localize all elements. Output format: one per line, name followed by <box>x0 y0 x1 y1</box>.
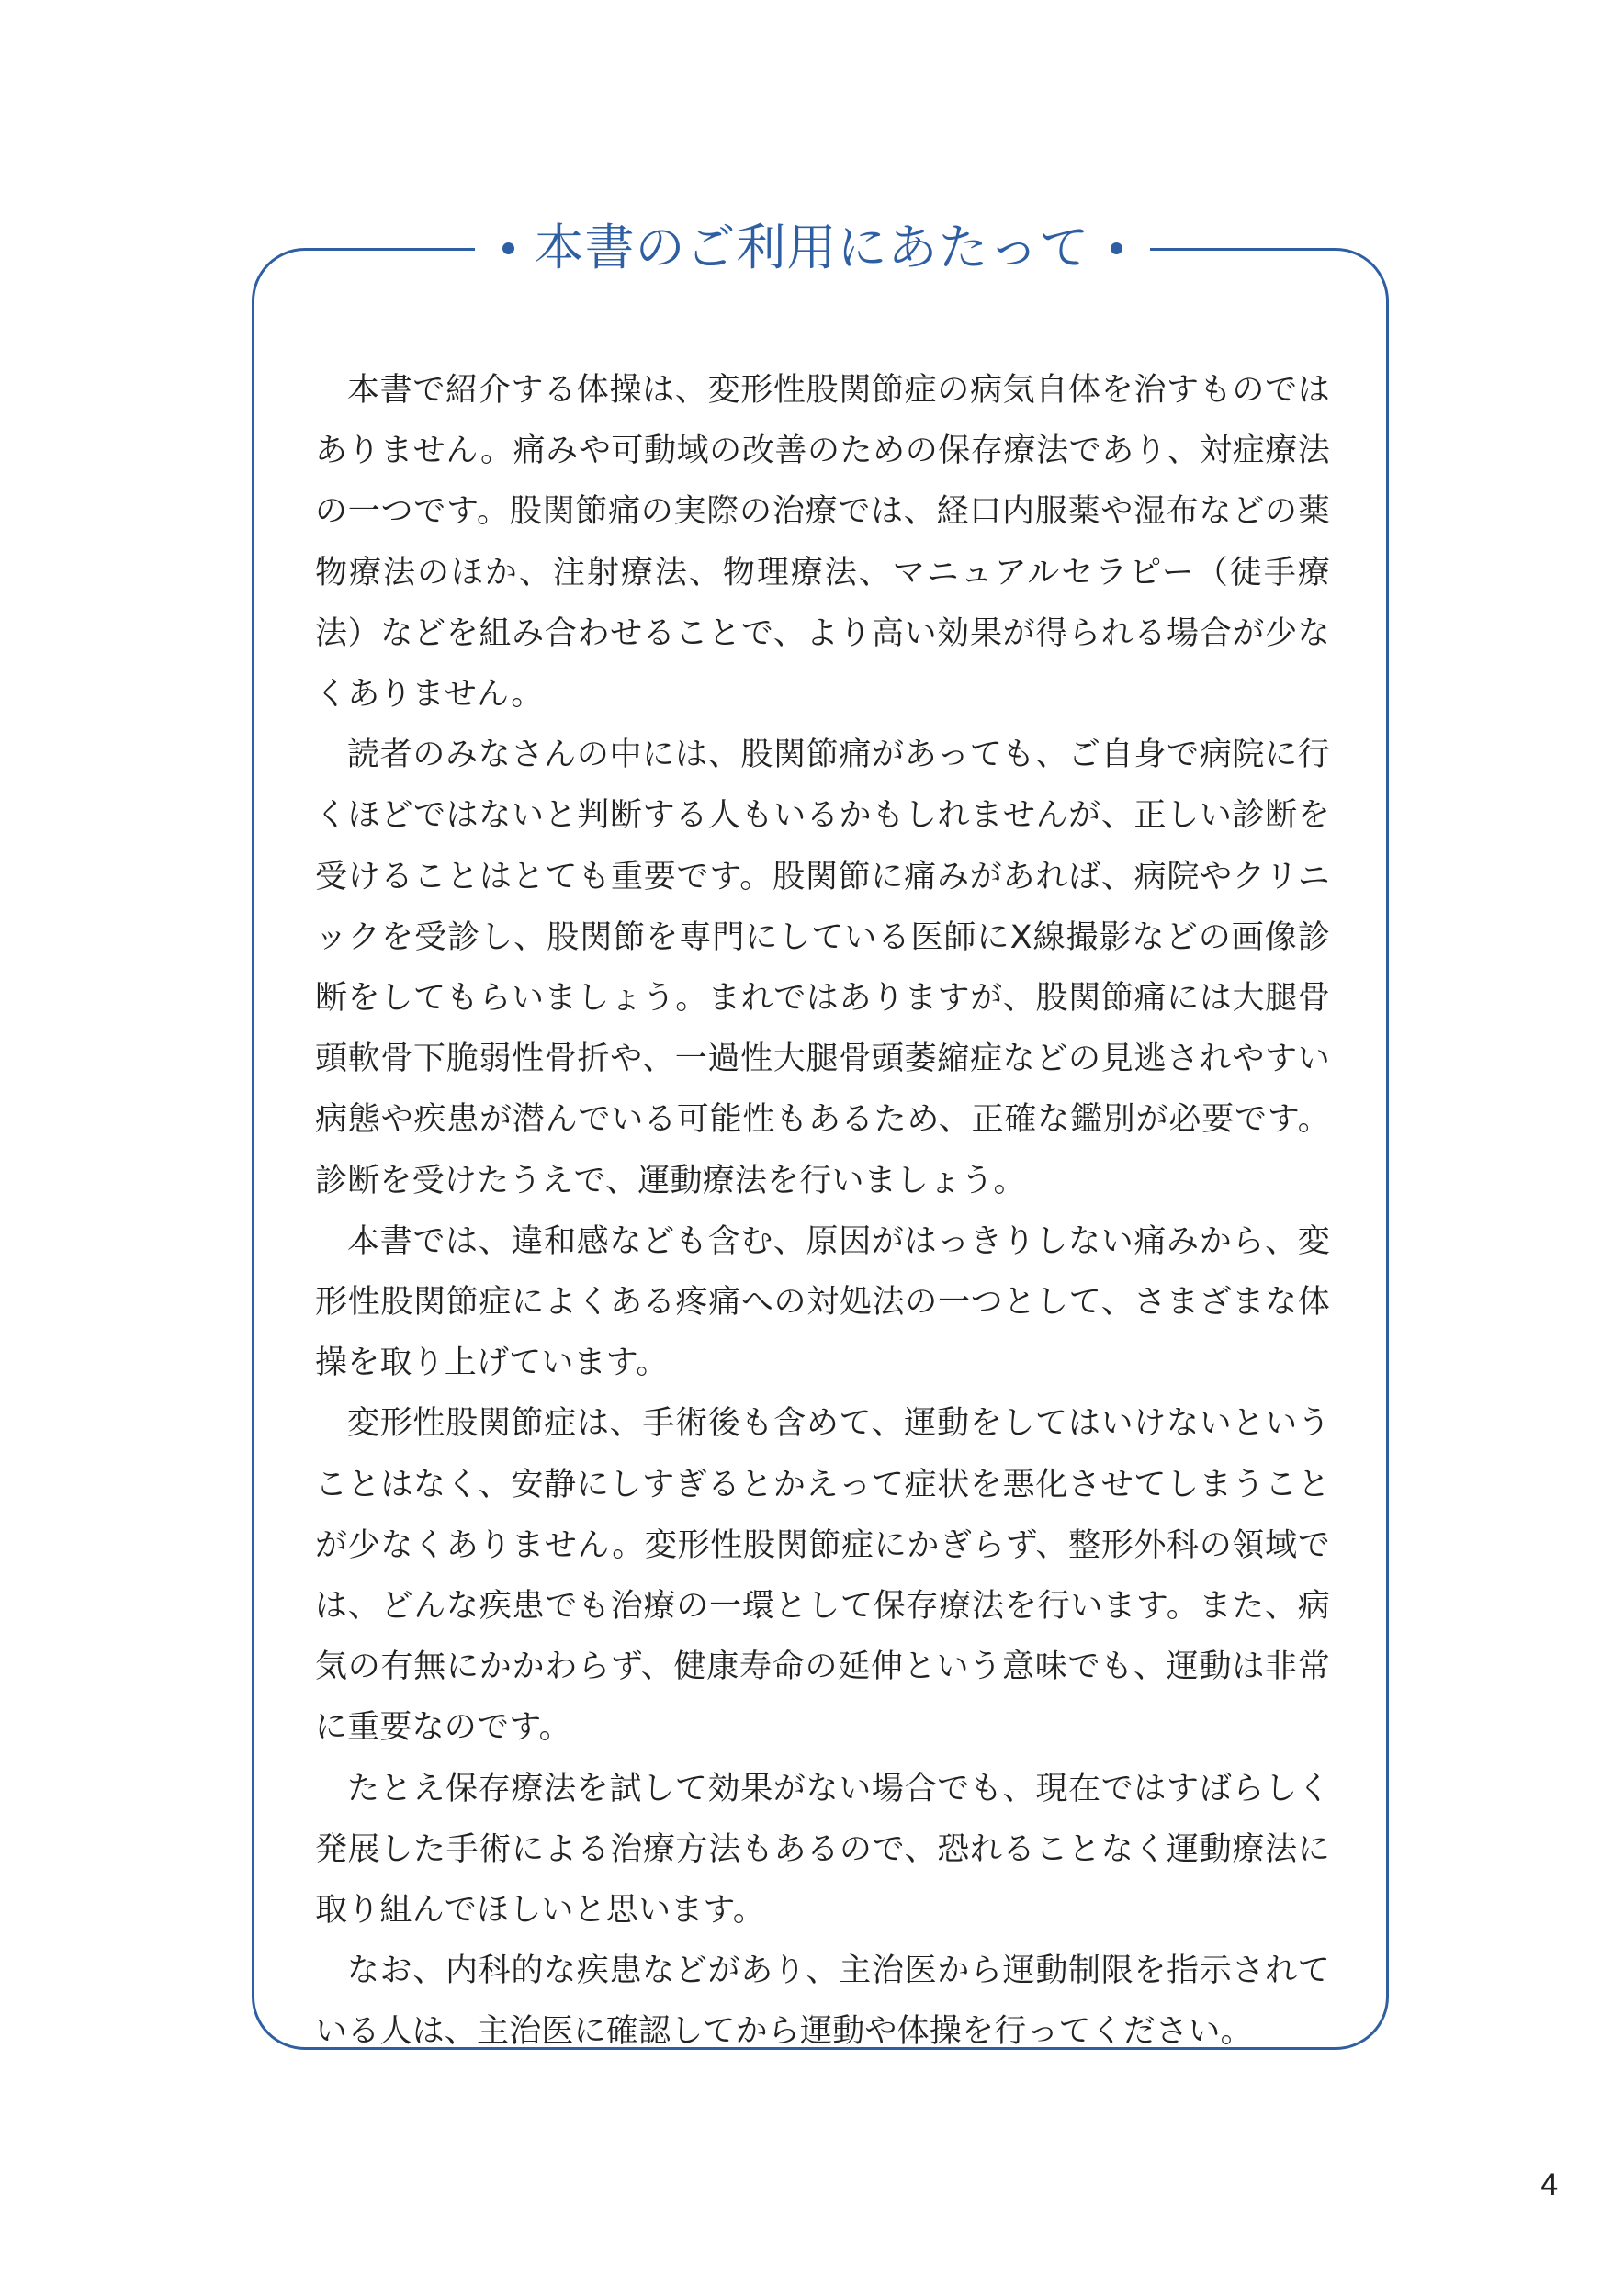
paragraph-5: たとえ保存療法を試して効果がない場合でも、現在ではすばらしく発展した手術による治療方法もあるので、恐れることなく運動療法に取り組んでほしいと思います。 <box>315 1770 1330 1930</box>
notice-heading <box>0 215 1624 283</box>
paragraph-2: 読者のみなさんの中には、股関節痛があっても、ご自身で病院に行くほどではないと判断する人もいるかもしれませんが、正しい診断を受けることはとても重要です。股関節に痛みがあれば、病院やクリニックを受診し、股関節を専門にしている医師にX線撮影などの画像診断をしてもらいましょう。まれではありますが、股関節痛には大腿骨頭軟骨下脆弱性骨折や、一過性大腿骨頭萎縮症などの見逃されやすい病態や疾患が潜んでいる可能性もあるため、正確な鑑別が必要です。診断を受けたうえで、運動療法を行いましょう。 <box>315 737 1330 1199</box>
paragraph-6: なお、内科的な疾患などがあり、主治医から運動制限を指示されている人は、主治医に確認してから運動や体操を行ってください。 <box>315 1953 1330 2051</box>
bullet-dot-right <box>1111 242 1122 254</box>
paragraph-3: 本書では、違和感なども含む、原因がはっきりしない痛みから、変形性股関節症によくある疼痛への対処法の一つとして、さまざまな体操を取り上げています。 <box>315 1222 1330 1382</box>
notice-body <box>315 360 1330 2063</box>
paragraph-1: 本書で紹介する体操は、変形性股関節症の病気自体を治すものではありません。痛みや可動域の改善のための保存療法であり、対症療法の一つです。股関節痛の実際の治療では、経口内服薬や湿布などの薬物療法のほか、注射療法、物理療法、マニュアルセラピー（徒手療法）などを組み合わせることで、より高い効果が得られる場合が少なくありません。 <box>315 372 1330 714</box>
notice-title: 本書のご利用にあたって <box>534 219 1090 276</box>
page-number: 4 <box>1539 2167 1559 2202</box>
bullet-dot-left <box>502 242 514 254</box>
paragraph-4: 変形性股関節症は、手術後も含めて、運動をしてはいけないということはなく、安静にしすぎるとかえって症状を悪化させてしまうことが少なくありません。変形性股関節症にかぎらず、整形外科の領域では、どんな疾患でも治療の一環として保存療法を行います。また、病気の有無にかかわらず、健康寿命の延伸という意味でも、運動は非常に重要なのです。 <box>315 1405 1330 1747</box>
